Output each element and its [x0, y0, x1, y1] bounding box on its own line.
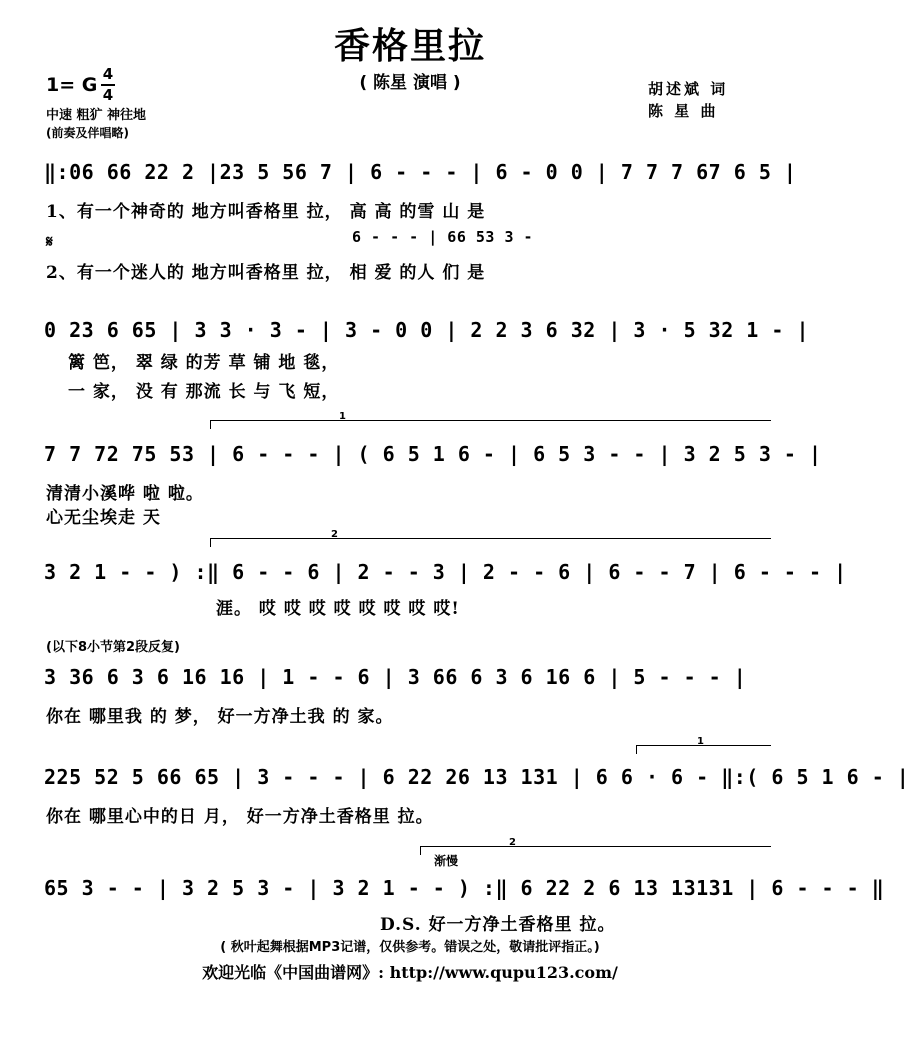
- score-line-6: 225 52 5 66 65 | 3 - - - | 6 22 26 13 131 | 6 6 · 6 - ‖:( 6 5 1 6 - |: [44, 765, 909, 789]
- time-numerator: 4: [102, 65, 114, 83]
- lyrics-line-5: 你在 哪里我 的 梦， 好一方净土我 的 家。: [46, 707, 394, 727]
- segno-icon: 𝄋: [46, 232, 53, 251]
- disclaimer-text: ( 秋叶起舞根据MP3记谱，仅供参考。错误之处，敬请批评指正。): [220, 940, 600, 955]
- page-title: 香格里拉: [333, 26, 486, 67]
- volta-bracket-4: 2: [420, 846, 771, 855]
- lyrics-line-7: D.S. 好一方净土香格里 拉。: [380, 915, 616, 935]
- volta-bracket-1: 1: [210, 420, 771, 429]
- lyrics-line-2-verse-2: 一 家， 没 有 那流 长 与 飞 短，: [68, 382, 340, 402]
- composer-credit: 陈 星 曲: [648, 102, 719, 120]
- lyrics-line-4: 涯。 哎 哎 哎 哎 哎 哎 哎 哎!: [216, 599, 460, 619]
- tempo-mark-rit: 渐慢: [434, 854, 459, 868]
- lyrics-line-6: 你在 哪里心中的日 月， 好一方净土香格里 拉。: [46, 807, 434, 827]
- prelude-note: (前奏及伴唱略): [46, 126, 129, 140]
- time-denominator: 4: [102, 86, 114, 104]
- tempo-marking: 中速 粗犷 神往地: [46, 108, 147, 123]
- lyrics-line-2-verse-1: 篱 笆， 翠 绿 的芳 草 铺 地 毯，: [68, 353, 340, 373]
- lyrics-line-3-verse-1: 清清小溪哗 啦 啦。: [46, 484, 204, 504]
- score-line-7: 65 3 - - | 3 2 5 3 - | 3 2 1 - - ) :‖ 6 22 2 6 13 13131 | 6 - - - ‖: [44, 876, 885, 900]
- repeat-note: (以下8小节第2段反复): [46, 640, 180, 655]
- key-signature: 1= G: [46, 74, 98, 96]
- lyrics-line-1-verse-2: 2、有一个迷人的 地方叫香格里 拉， 相 爱 的人 们 是: [46, 263, 486, 283]
- lyrics-line-1-verse-1: 1、有一个神奇的 地方叫香格里 拉， 高 高 的雪 山 是: [46, 202, 486, 222]
- time-signature: [101, 66, 115, 104]
- score-line-3: 7 7 72 75 53 | 6 - - - | ( 6 5 1 6 - | 6 5 3 - - | 3 2 5 3 - |: [44, 442, 822, 466]
- volta-bracket-2: 2: [210, 538, 771, 547]
- score-line-2: 0 23 6 65 | 3 3 · 3 - | 3 - 0 0 | 2 2 3 6 32 | 3 · 5 32 1 - |: [44, 318, 810, 342]
- singer-credit: ( 陈星 演唱 ): [359, 73, 461, 93]
- score-line-1: ‖:06 66 22 2 |23 5 56 7 | 6 - - - | 6 - 0 0 | 7 7 7 67 6 5 |: [44, 160, 797, 184]
- lyrics-line-3-verse-2: 心无尘埃走 天: [46, 508, 161, 528]
- lyricist-credit: 胡述斌 词: [648, 80, 729, 98]
- score-line-5: 3 36 6 3 6 16 16 | 1 - - 6 | 3 66 6 3 6 16 6 | 5 - - - |: [44, 665, 747, 689]
- volta-bracket-3: 1: [636, 745, 771, 754]
- site-link[interactable]: 欢迎光临《中国曲谱网》: http://www.qupu123.com/: [202, 963, 618, 982]
- score-line-1-alt: 6 - - - | 66 53 3 -: [352, 228, 534, 246]
- score-line-4: 3 2 1 - - ) :‖ 6 - - 6 | 2 - - 3 | 2 - - 6 | 6 - - 7 | 6 - - - |: [44, 560, 847, 584]
